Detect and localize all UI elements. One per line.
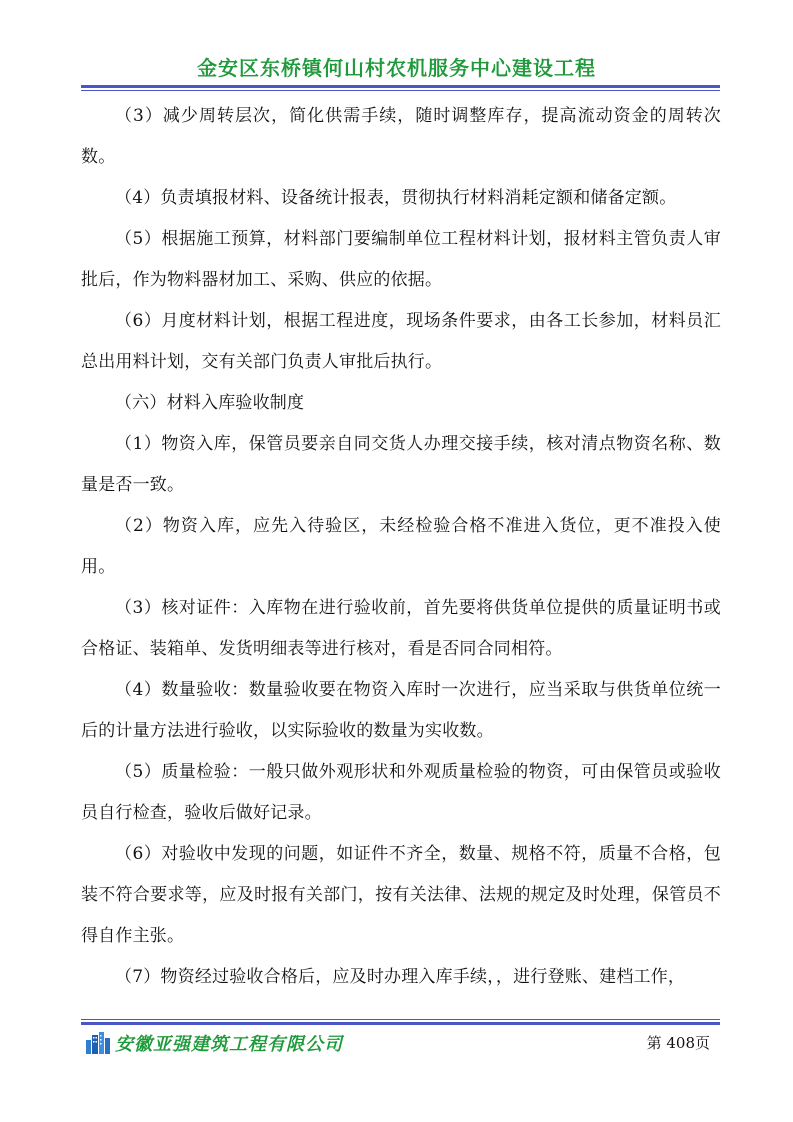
header-rule xyxy=(81,85,720,91)
paragraph: （6）月度材料计划，根据工程进度，现场条件要求，由各工长参加，材料员汇总出用料计划，交有关部门负责人审批后执行。 xyxy=(81,311,721,372)
paragraph: （5）质量检验：一般只做外观形状和外观质量检验的物资，可由保管员或验收员自行检查，验收后做好记录。 xyxy=(81,762,721,823)
paragraph: （4）数量验收：数量验收要在物资入库时一次进行，应当采取与供货单位统一后的计量方法进行验收，以实际验收的数量为实收数。 xyxy=(81,680,721,741)
footer-rule xyxy=(81,1019,720,1025)
paragraph: （4）负责填报材料、设备统计报表，贯彻执行材料消耗定额和储备定额。 xyxy=(115,188,677,208)
paragraph: （3）减少周转层次，简化供需手续，随时调整库存，提高流动资金的周转次数。 xyxy=(81,106,721,167)
paragraph: （3）核对证件：入库物在进行验收前，首先要将供货单位提供的质量证明书或合格证、装箱单、发货明细表等进行核对，看是否同合同相符。 xyxy=(81,598,721,659)
paragraph: （5）根据施工预算，材料部门要编制单位工程材料计划，报材料主管负责人审批后，作为物料器材加工、采购、供应的依据。 xyxy=(81,229,721,290)
paragraph: （6）对验收中发现的问题，如证件不齐全，数量、规格不符，质量不合格，包装不符合要求等，应及时报有关部门，按有关法律、法规的规定及时处理，保管员不得自作主张。 xyxy=(81,844,721,946)
header-title: 金安区东桥镇何山村农机服务中心建设工程 xyxy=(197,56,596,80)
paragraph: （7）物资经过验收合格后，应及时办理入库手续，，进行登账、建档工作， xyxy=(115,967,686,987)
footer-company: 安徽亚强建筑工程有限公司 xyxy=(115,1034,343,1055)
section-heading: （六）材料入库验收制度 xyxy=(115,393,305,413)
document-body xyxy=(81,96,721,998)
paragraph: （2）物资入库，应先入待验区，未经检验合格不准进入货位，更不准投入使用。 xyxy=(81,516,721,577)
paragraph: （1）物资入库，保管员要亲自同交货人办理交接手续，核对清点物资名称、数量是否一致。 xyxy=(81,434,721,495)
page-footer xyxy=(81,1030,720,1060)
building-logo-icon xyxy=(85,1032,111,1054)
page-number: 第 408页 xyxy=(646,1034,710,1052)
